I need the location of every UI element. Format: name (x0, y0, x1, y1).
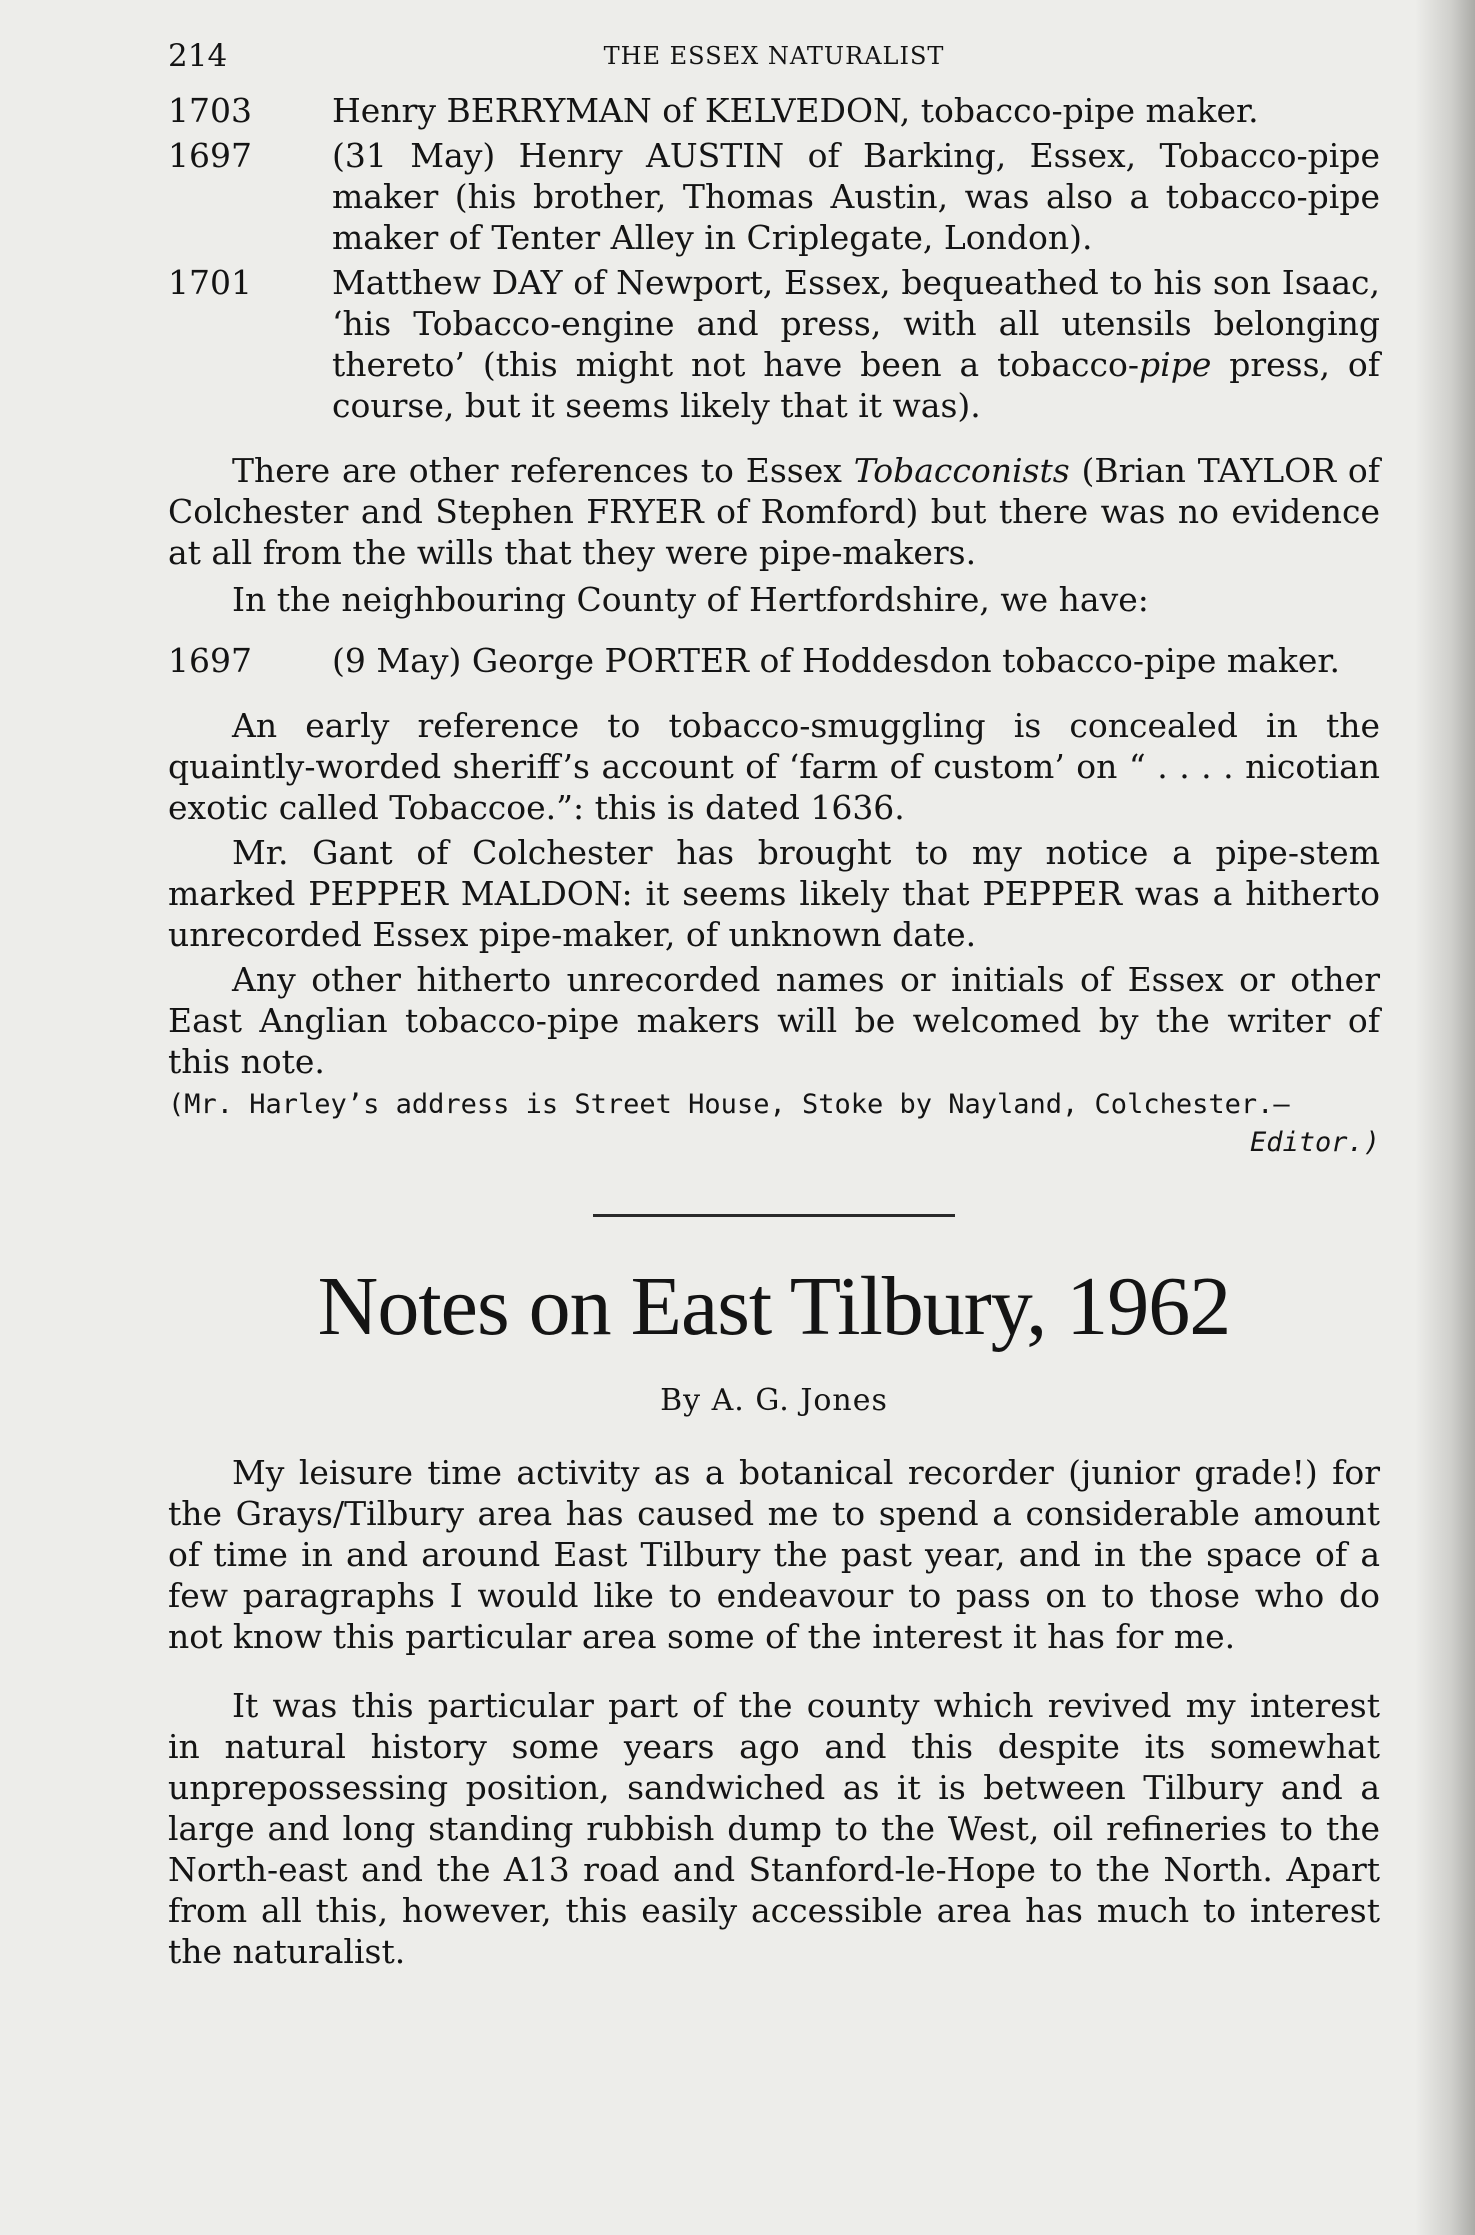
article-paragraph: My leisure time activity as a botanical recorder (junior grade!) for the Grays/Tilbury area has caused me to spend a considerable amount of time in and around East Tilbury the past year, and in the space of a few paragraphs I would like to endeavour to pass on to those who do not know this particular area some of the interest it has for me. (168, 1453, 1380, 1656)
article-paragraph: It was this particular part of the county which revived my interest in natural history some years ago and this despite its somewhat unprepossessing position, sandwiched as it is between Tilbury and a large and long standing rubbish dump to the West, oil refineries to the North-east and the A13 road and Stanford-le-Hope to the North. Apart from all this, however, this easily accessible area has much to interest the naturalist. (168, 1686, 1380, 1971)
running-header (168, 30, 1380, 90)
entry-year: 1697 (168, 641, 252, 680)
para-text-a: There are other references to Essex (232, 451, 854, 490)
entry-text-part-a: Matthew DAY of Newport, Essex, bequeathed to his son Isaac, ‘his Tobacco-engine and press, with all utensils belonging thereto’ (this might not have been a tobacco- (332, 263, 1380, 384)
paragraph-other-references (168, 450, 1380, 573)
entry-austin (168, 135, 1380, 258)
para-text-italic: Tobacconists (853, 451, 1070, 490)
running-title: THE ESSEX NATURALIST (603, 42, 945, 70)
editor-note (168, 1086, 1380, 1162)
article-byline: By A. G. Jones (660, 1383, 888, 1418)
article-title: Notes on East Tilbury, 1962 (317, 1260, 1231, 1353)
paragraph-gant: Mr. Gant of Colchester has brought to my notice a pipe-stem marked PEPPER MALDON: it seems likely that PEPPER was a hitherto unrecorded Essex pipe-maker, of unknown date. (168, 833, 1380, 954)
entry-year: 1697 (168, 136, 252, 175)
entry-text: Henry BERRYMAN of KELVEDON, tobacco-pipe maker. (332, 91, 1259, 130)
entry-day (168, 262, 1380, 426)
entry-text: (31 May) Henry AUSTIN of Barking, Essex, Tobacco-pipe maker (his brother, Thomas Austin, was also a tobacco-pipe maker of Tenter Alley in Criplegate, London). (332, 136, 1380, 257)
herts-entries (168, 640, 1380, 681)
entry-year: 1701 (168, 263, 252, 302)
document-page (168, 30, 1380, 1972)
editor-note-line1: (Mr. Harley’s address is Street House, Stoke by Nayland, Colchester.— (168, 1089, 1290, 1120)
will-entries (168, 90, 1380, 426)
entry-year: 1703 (168, 91, 252, 130)
entry-text-part-b: press, of course, but it seems likely that it was). (332, 345, 1380, 425)
editor-note-line2: Editor.) (1249, 1127, 1380, 1158)
entry-text: (9 May) George PORTER of Hoddesdon tobacco-pipe maker. (332, 641, 1340, 680)
page-number: 214 (168, 38, 228, 74)
section-divider (593, 1214, 955, 1217)
article-body (168, 1452, 1380, 1972)
paragraph-other-names: Any other hitherto unrecorded names or initials of Essex or other East Anglian tobacco-pipe makers will be welcomed by the writer of this note. (168, 960, 1380, 1081)
entry-porter (168, 640, 1380, 681)
paragraph-smuggling: An early reference to tobacco-smuggling is concealed in the quaintly-worded sheriff’s account of ‘farm of custom’ on “ . . . . nicotian exotic called Tobaccoe.”: this is dated 1636. (168, 706, 1380, 827)
para-text-b: (Brian TAYLOR of Colchester and Stephen FRYER of Romford) but there was no evidence at all from the wills that they were pipe-makers. (168, 451, 1381, 572)
entry-text-italic: pipe (1139, 345, 1212, 384)
paragraph-hertfordshire: In the neighbouring County of Hertfordshire, we have: (232, 580, 1149, 619)
entry-berryman (168, 90, 1380, 131)
page-edge-shadow (1415, 0, 1475, 2235)
